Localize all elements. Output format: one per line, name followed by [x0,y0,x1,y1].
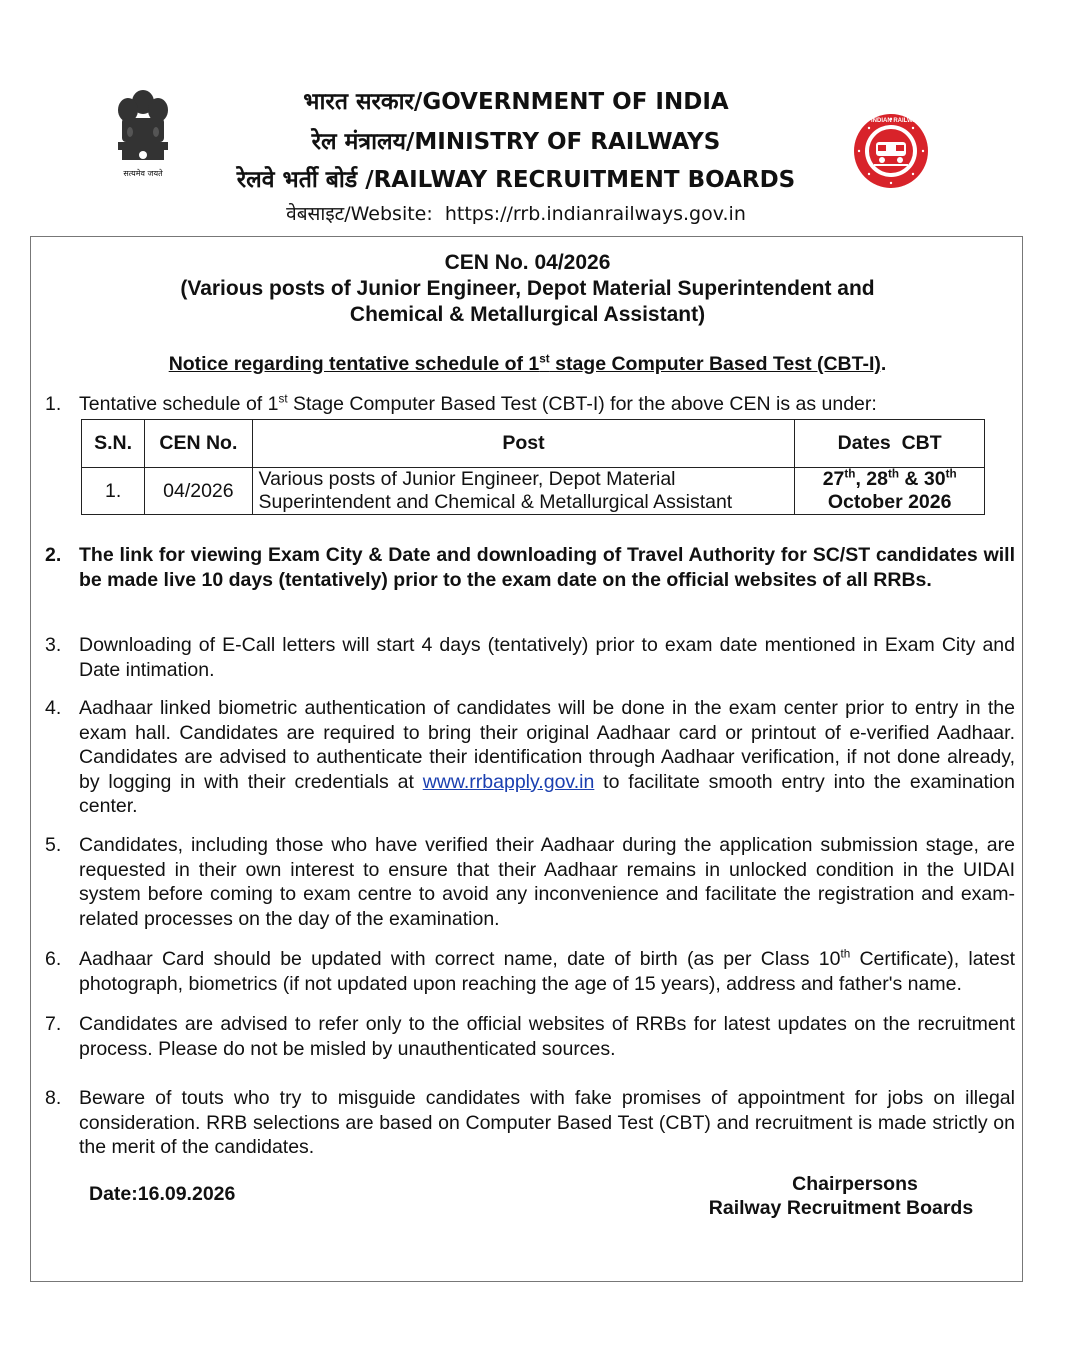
posts-title-line1: (Various posts of Junior Engineer, Depot Material Superintendent and [180,277,875,300]
header-website [0,200,1056,226]
header-sn: S.N. [82,420,145,468]
letterhead [0,0,1080,236]
notice-heading: Notice regarding tentative schedule of 1st stage Computer Based Test (CBT-I). [168,352,887,375]
signatory-organization: Railway Recruitment Boards [708,1197,974,1219]
cell-post: Various posts of Junior Engineer, Depot Material Superintendent and Chemical & Metallurgical Assistant [252,468,795,515]
notice-box: CEN No. 04/2026 (Various posts of Junior Engineer, Depot Material Superintendent and Chemical & Metallurgical Assistant) Notice regarding tentative schedule of 1st stage Computer Based Test (CBT-I). 1. Tentative schedule of 1st Stage Computer Based Test (CBT-I) for the above CEN is as under: S.N. CEN No. Post Dates CBT 1. 04/2026 Various posts of Junior Engineer, Depot Material Superintendent and Chemical & Metallurgical Assistant 27th, 28th & 30th October 2026 2. The link for viewing Exam City & Date and downloading of Travel Authority for SC/ST candidates will be made live 10 days (tentatively) prior to the exam date on the official websites of all RRBs. 3. Downloading of E-Call letters will start 4 days (tentatively) prior to exam date mentioned in Exam City and Date intimation. 4. Aadhaar linked biometric authentication of candidates will be done in the exam center prior to entry in the exam hall. Candidates are required to bring their original Aadhaar card or printout of e-verified Aadhaar. Candidates are advised to authenticate their identification through Aadhaar verification, if not done already, by logging in with their credentials at www.rrbapply.gov.in to facilitate smooth entry into the examination center. 5. Candidates, including those who have verified their Aadhaar during the application submission stage, are requested in their own interest to ensure that their Aadhaar remains in unlocked condition in the UIDAI system before coming to exam centre to avoid any inconvenience and facilitate the registration and exam-related processes on the day of the examination. 6. Aadhaar Card should be updated with correct name, date of birth (as per Class 10th Certificate), latest photograph, biometrics (if not updated upon reaching the age of 15 years), address and father's name. 7. Candidates are advised to refer only to the official websites of RRBs for latest updates on the recruitment process. Please do not be misled by unauthenticated sources. 8. Beware of touts who try to misguide candidates with fake promises of appointment for jobs on illegal consideration. RRB selections are based on Computer Based Test (CBT) and recruitment is made strictly on the merit of the candidates. Date:16.09.2026 Chairpersons Railway Recruitment Boards [30,236,1023,1282]
table-row [82,468,985,515]
website-url[interactable]: https://rrb.indianrailways.gov.in [444,203,746,225]
cell-sn: 1. [82,468,145,515]
header-cen: CEN No. [145,420,252,468]
indian-railways-logo-icon [852,112,930,190]
header-post: Post [252,420,795,468]
signatory-title: Chairpersons [792,1173,918,1195]
emblem-caption: सत्यमेव जयते [123,169,163,178]
rrbapply-link[interactable]: www.rrbapply.gov.in [422,770,595,793]
table-header-row [82,420,985,468]
cell-dates: 27th, 28th & 30th October 2026 [795,468,985,515]
railway-logo-text: INDIAN RAILWAYS [871,118,925,124]
cen-number: CEN No. 04/2026 [444,251,611,274]
header-ministry: रेल मंत्रालय/MINISTRY OF RAILWAYS [311,129,721,155]
schedule-table [81,419,985,515]
header-boards: रेलवे भर्ती बोर्ड /RAILWAY RECRUITMENT BOARDS [236,167,796,193]
cell-cen: 04/2026 [145,468,252,515]
header-dates: Dates CBT [795,420,985,468]
posts-title-line2: Chemical & Metallurgical Assistant) [349,303,706,326]
header-government: भारत सरकार/GOVERNMENT OF INDIA [303,89,729,115]
notice-date: Date:16.09.2026 [89,1183,236,1205]
website-label: वेबसाइट/Website: [286,203,433,225]
